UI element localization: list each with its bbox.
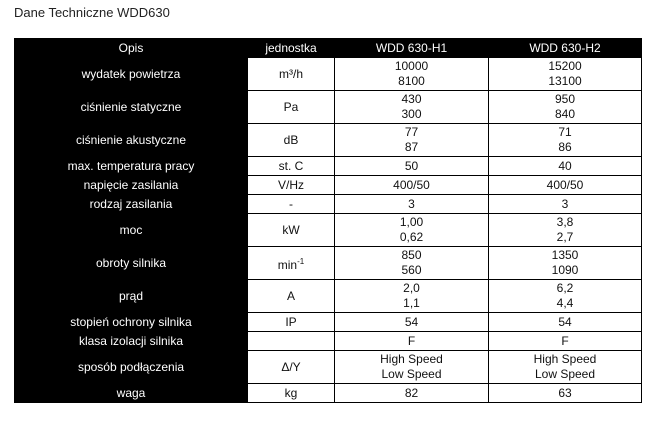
header-h1: WDD 630-H1	[335, 39, 489, 58]
value-line: 50	[404, 158, 419, 173]
value-line: 71	[558, 125, 572, 139]
value-line: 1350	[551, 248, 579, 262]
unit-text: kg	[284, 385, 298, 400]
value-h2	[489, 176, 642, 195]
value-line: 15200	[548, 59, 582, 73]
value-line: 840	[554, 107, 576, 121]
value-h2	[489, 351, 642, 384]
value-h2	[489, 247, 642, 280]
value-line: 3	[561, 196, 569, 211]
value-line: 1090	[551, 263, 579, 277]
value-line: 82	[404, 385, 419, 400]
value-h1	[335, 157, 489, 176]
row-unit	[248, 280, 335, 313]
value-line: 950	[554, 92, 576, 106]
value-line: 560	[401, 263, 422, 277]
value-line: 430	[401, 92, 422, 106]
value-line: 40	[558, 158, 572, 173]
value-line: 300	[401, 107, 422, 121]
value-h1	[335, 124, 489, 157]
value-line: 77	[404, 125, 419, 139]
row-label: ciśnienie statyczne	[15, 91, 248, 124]
value-h2	[489, 91, 642, 124]
value-line: 86	[558, 140, 572, 154]
value-h2	[489, 58, 642, 91]
value-line: 3,8	[556, 215, 574, 229]
row-unit	[248, 214, 335, 247]
value-h1	[335, 214, 489, 247]
value-line: High Speed	[380, 352, 443, 366]
row-unit	[248, 176, 335, 195]
row-unit	[248, 351, 335, 384]
table-body	[15, 58, 642, 403]
value-line: 54	[404, 314, 419, 329]
table-row	[15, 91, 642, 124]
row-unit	[248, 124, 335, 157]
value-h2	[489, 214, 642, 247]
row-label: waga	[15, 384, 248, 403]
value-line: High Speed	[533, 352, 597, 366]
value-h1	[335, 332, 489, 351]
header-opis: Opis	[15, 39, 248, 58]
unit-text: min	[277, 257, 298, 272]
table-row	[15, 247, 642, 280]
value-h2	[489, 332, 642, 351]
value-line: 4,4	[556, 296, 574, 310]
table-header-row	[15, 39, 642, 58]
header-unit: jednostka	[248, 39, 335, 58]
table-row	[15, 58, 642, 91]
table-row	[15, 313, 642, 332]
value-h1	[335, 313, 489, 332]
value-h2	[489, 280, 642, 313]
row-unit	[248, 157, 335, 176]
table-row	[15, 351, 642, 384]
value-line: 1,1	[403, 296, 420, 310]
value-line: 400/50	[393, 177, 430, 192]
row-label: napięcie zasilania	[15, 176, 248, 195]
row-label: wydatek powietrza	[15, 58, 248, 91]
row-unit	[248, 58, 335, 91]
row-label: klasa izolacji silnika	[15, 332, 248, 351]
value-h2	[489, 157, 642, 176]
table-row	[15, 195, 642, 214]
unit-superscript: -1	[297, 256, 305, 266]
value-line: 10000	[394, 59, 429, 73]
spec-table	[14, 38, 642, 403]
value-line: 54	[558, 314, 572, 329]
row-label: rodzaj zasilania	[15, 195, 248, 214]
row-label: moc	[15, 214, 248, 247]
header-h2: WDD 630-H2	[489, 39, 642, 58]
value-h2	[489, 313, 642, 332]
row-unit	[248, 313, 335, 332]
value-h1	[335, 384, 489, 403]
value-line: 400/50	[546, 177, 584, 192]
table-row	[15, 384, 642, 403]
table-row	[15, 124, 642, 157]
row-unit	[248, 332, 335, 351]
table-row	[15, 280, 642, 313]
unit-text: m³/h	[279, 66, 303, 81]
value-line: Low Speed	[534, 367, 596, 381]
value-h1	[335, 195, 489, 214]
row-label: stopień ochrony silnika	[15, 313, 248, 332]
value-line: 63	[558, 385, 572, 400]
value-line: Low Speed	[381, 367, 442, 381]
unit-text: dB	[283, 132, 299, 147]
value-line: 6,2	[556, 281, 574, 295]
row-label: max. temperatura pracy	[15, 157, 248, 176]
value-h2	[489, 195, 642, 214]
unit-text: Δ/Y	[281, 359, 301, 374]
value-line: F	[407, 333, 416, 348]
value-h1	[335, 176, 489, 195]
row-label: ciśnienie akustyczne	[15, 124, 248, 157]
value-line: 3	[408, 196, 415, 211]
row-unit	[248, 384, 335, 403]
row-label: obroty silnika	[15, 247, 248, 280]
value-h2	[489, 384, 642, 403]
unit-text: A	[286, 288, 295, 303]
value-line: F	[561, 333, 569, 348]
value-line: 2,7	[556, 230, 574, 244]
unit-text: kW	[282, 222, 300, 237]
value-line: 8100	[398, 74, 425, 88]
value-h1	[335, 58, 489, 91]
value-line: 1,00	[399, 215, 424, 229]
value-h1	[335, 280, 489, 313]
row-unit	[248, 247, 335, 280]
value-line: 2,0	[403, 281, 420, 295]
value-line: 850	[401, 248, 422, 262]
unit-text: IP	[285, 314, 297, 329]
table-row	[15, 214, 642, 247]
page-title: Dane Techniczne WDD630	[14, 5, 170, 20]
row-label: sposób podłączenia	[15, 351, 248, 384]
value-h1	[335, 247, 489, 280]
value-line: 87	[404, 140, 419, 154]
unit-text: V/Hz	[277, 177, 304, 192]
row-label: prąd	[15, 280, 248, 313]
value-line: 0,62	[399, 230, 424, 244]
unit-text: Pa	[283, 99, 299, 114]
value-h2	[489, 124, 642, 157]
value-line: 13100	[548, 74, 582, 88]
table-row	[15, 157, 642, 176]
row-unit	[248, 91, 335, 124]
table-row	[15, 176, 642, 195]
unit-text: -	[289, 196, 293, 211]
value-h1	[335, 91, 489, 124]
value-h1	[335, 351, 489, 384]
unit-text: st. C	[278, 158, 304, 173]
row-unit	[248, 195, 335, 214]
table-row	[15, 332, 642, 351]
